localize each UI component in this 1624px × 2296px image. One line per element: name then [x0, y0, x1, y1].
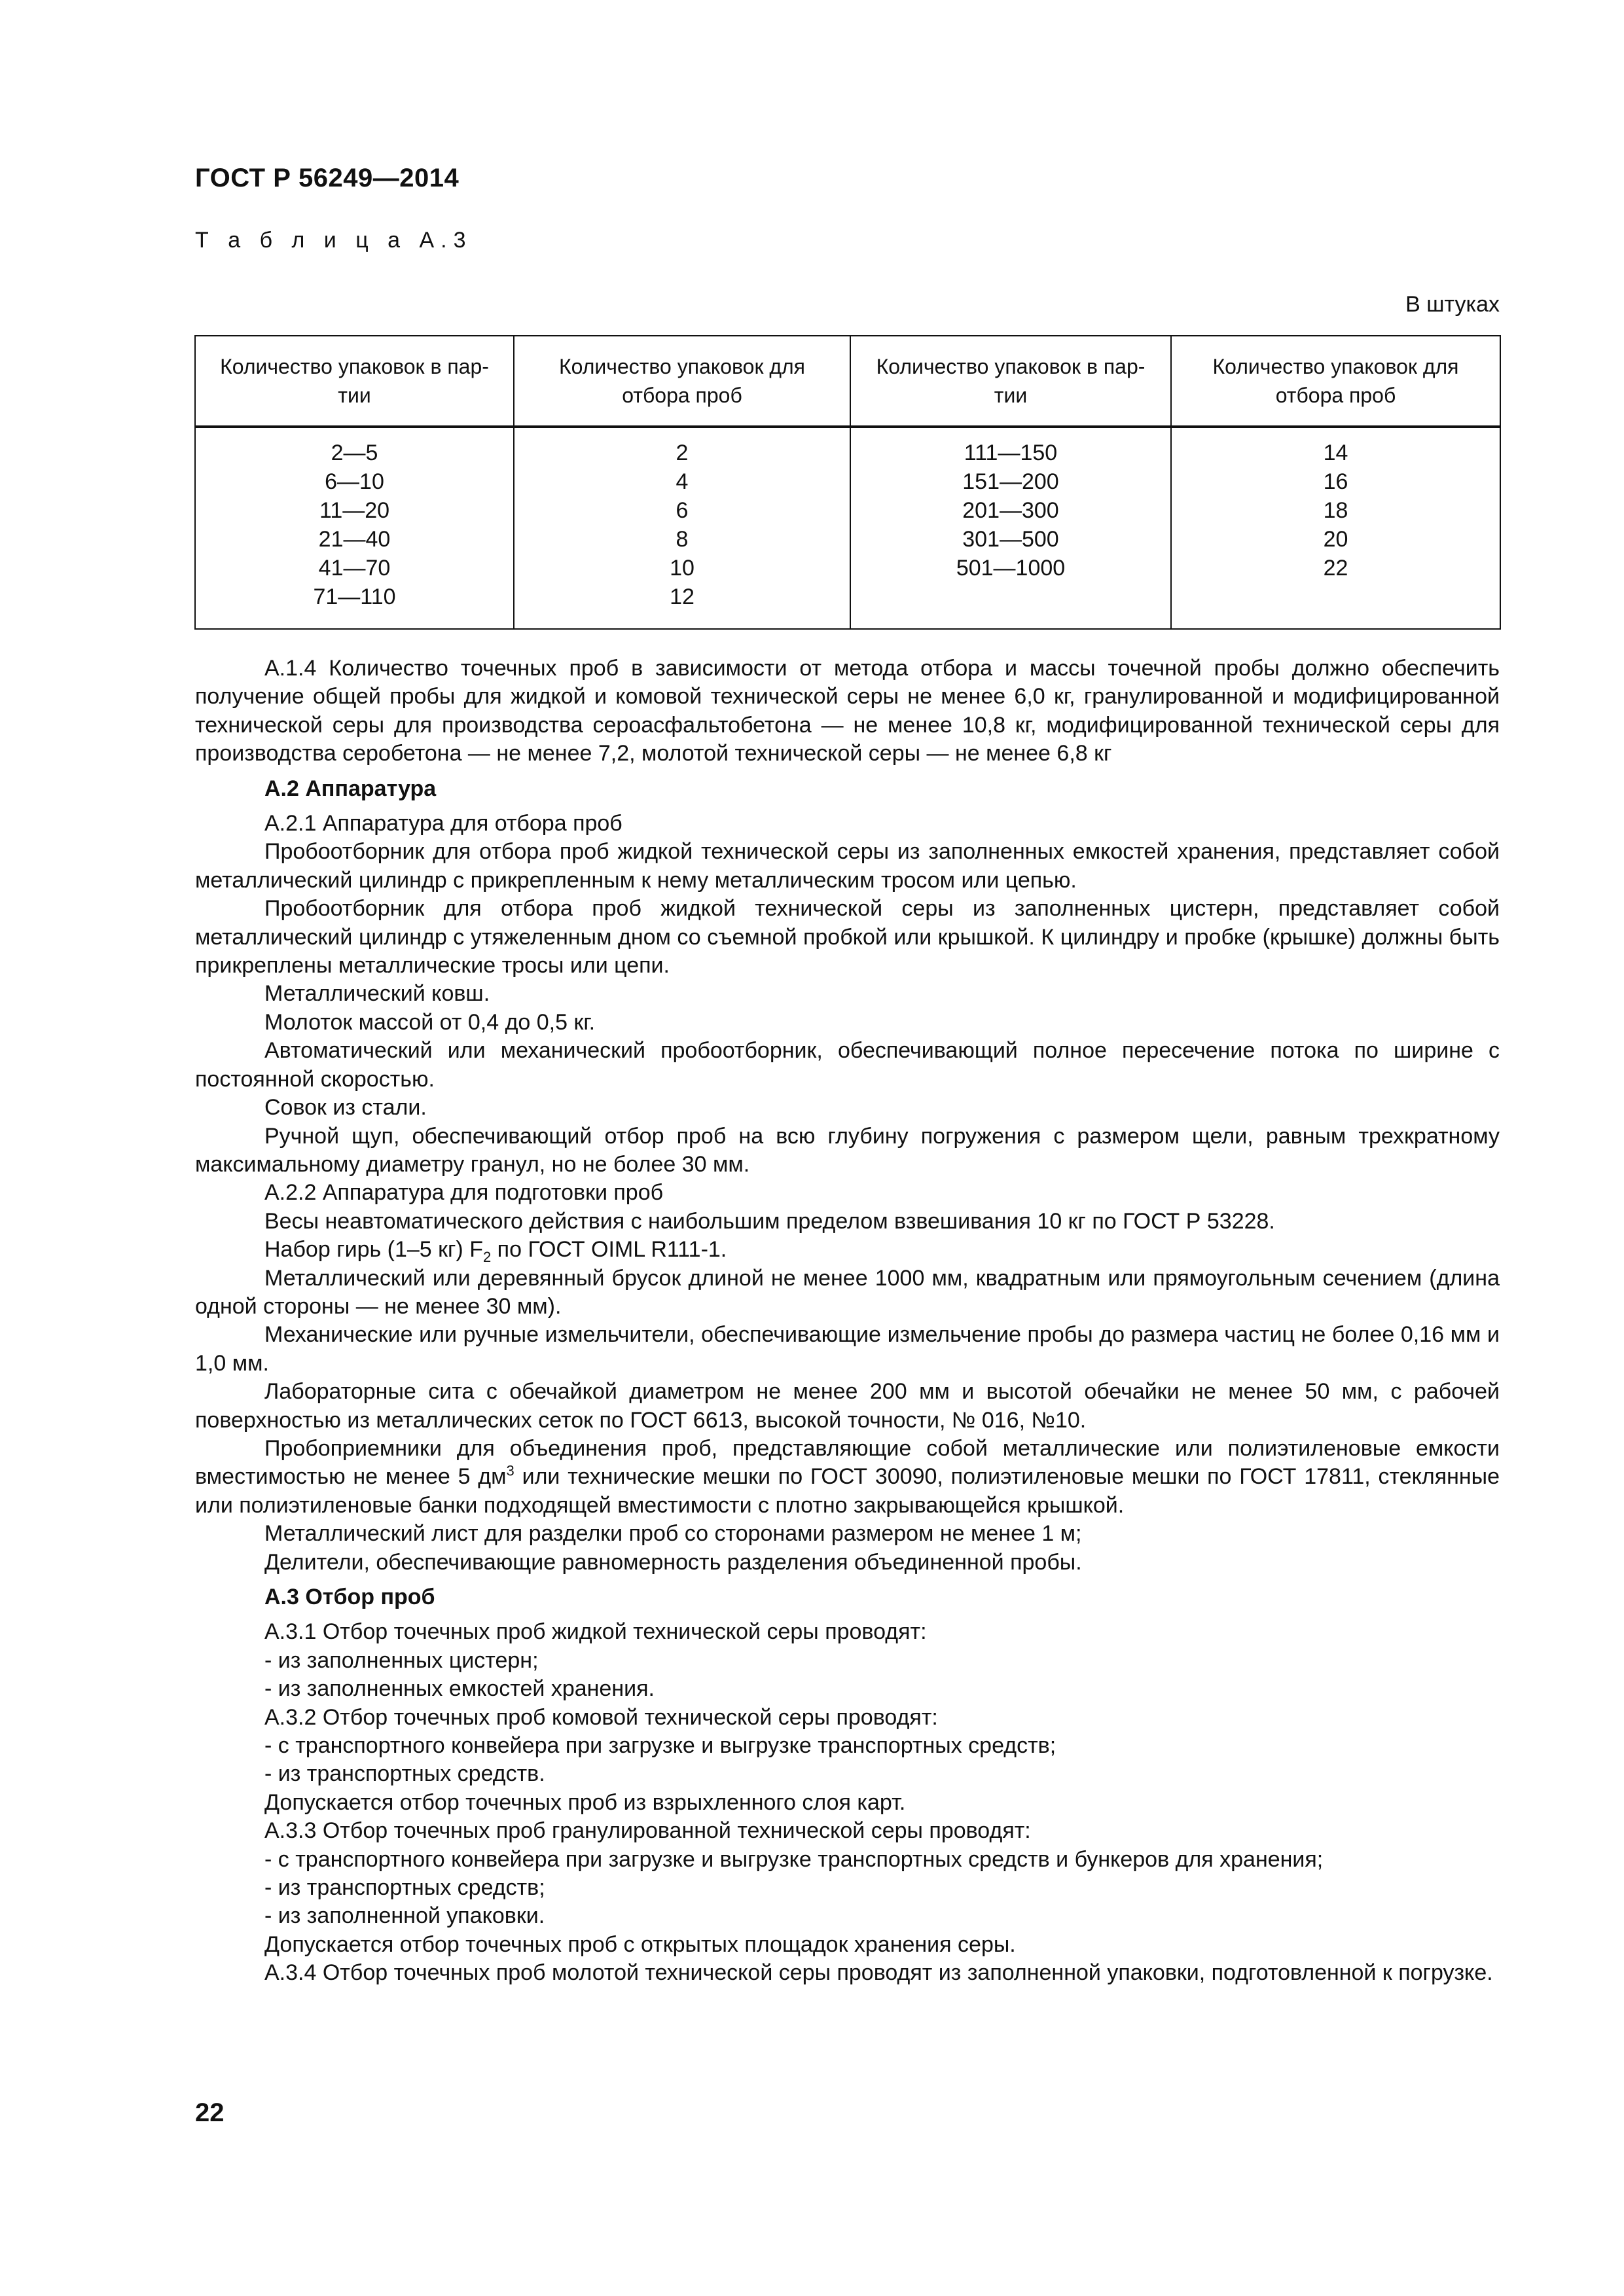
paragraph: Металлический лист для разделки проб со сторонами размером не менее 1 м;	[264, 1521, 1082, 1547]
section-heading-sampling: А.3 Отбор проб	[264, 1585, 435, 1609]
cell-value: 71—110	[313, 584, 396, 609]
table-header-cell: Количество упаковок для отбора проб	[514, 336, 850, 427]
paragraph: Весы неавтоматического действия с наибольшим пределом взвешивания 10 кг по ГОСТ Р 53228.	[264, 1208, 1275, 1234]
subscript: 2	[482, 1248, 492, 1265]
cell-value: 301—500	[962, 527, 1059, 552]
cell-value: 21—40	[318, 527, 391, 552]
sampling-table	[194, 335, 1501, 630]
cell-value: 2—5	[331, 440, 378, 465]
table-unit: В штуках	[1405, 292, 1500, 317]
list-item: - из заполненной упаковки.	[264, 1903, 545, 1929]
table-cell-sample-count	[1171, 427, 1500, 629]
document-code: ГОСТ Р 56249—2014	[195, 164, 460, 192]
cell-value: 41—70	[318, 556, 391, 581]
page-number: 22	[195, 2098, 225, 2127]
cell-value: 501—1000	[956, 556, 1066, 581]
text-run: или технические мешки по ГОСТ 30090, полиэтиленовые мешки по ГОСТ 17811, стеклянные или полиэтиленовые банки подходящей вместимости с плотно закрывающейся крышкой.	[195, 1464, 1500, 1518]
text-run: Набор гирь (1–5 кг) F	[264, 1237, 483, 1263]
section-heading-apparatus: А.2 Аппаратура	[264, 776, 437, 801]
cell-value: 22	[1323, 556, 1348, 581]
cell-value: 6—10	[325, 469, 384, 494]
paragraph: А.3.3 Отбор точечных проб гранулированной технической серы проводят:	[264, 1818, 1031, 1844]
paragraph-weights	[195, 1236, 1500, 1264]
table-header-cell: Количество упаковок в пар-тии	[850, 336, 1171, 427]
paragraph: Лабораторные сита с обечайкой диаметром не менее 200 мм и высотой обечайки не менее 50 мм, с рабочей поверхностью из металлических сеток по ГОСТ 6613, высокой точности, № 016, №10.	[195, 1379, 1500, 1433]
paragraph: А.3.4 Отбор точечных проб молотой технической серы проводят из заполненной упаковки, подготовленной к погрузке.	[264, 1960, 1493, 1986]
paragraph: А.3.1 Отбор точечных проб жидкой технической серы проводят:	[264, 1619, 927, 1645]
paragraph: Делители, обеспечивающие равномерность разделения объединенной пробы.	[264, 1549, 1082, 1575]
paragraph: Автоматический или механический пробоотборник, обеспечивающий полное пересечение потока по ширине с постоянной скоростью.	[195, 1038, 1500, 1092]
paragraph: А.2.2 Аппаратура для подготовки проб	[264, 1180, 664, 1206]
cell-value: 151—200	[962, 469, 1059, 494]
table-header-cell: Количество упаковок в пар-тии	[195, 336, 514, 427]
table-cell-lot-size	[195, 427, 514, 629]
cell-value: 201—300	[962, 498, 1059, 523]
list-item: - с транспортного конвейера при загрузке и выгрузке транспортных средств;	[264, 1733, 1056, 1759]
text-run: по ГОСТ OIML R111-1.	[491, 1237, 727, 1263]
text-run: Пробоприемники для объединения проб, представляющие собой металлические или полиэтиленовые емкости вместимостью не менее 5 дм	[195, 1435, 1500, 1490]
list-item: - из транспортных средств.	[264, 1761, 545, 1787]
paragraph: Совок из стали.	[264, 1095, 427, 1121]
cell-value: 6	[676, 498, 689, 523]
paragraph: Пробоотборник для отбора проб жидкой технической серы из заполненных цистерн, представляет собой металлический цилиндр с утяжеленным дном со съемной пробкой или крышкой. К цилиндру и пробке (крышке) должны быть прикреплены металлические тросы или цепи.	[195, 896, 1500, 978]
document-body	[195, 655, 1500, 1988]
paragraph: Ручной щуп, обеспечивающий отбор проб на всю глубину погружения с размером щели, равным трехкратному максимальному диаметру гранул, но не более 30 мм.	[195, 1123, 1500, 1177]
cell-value: 18	[1323, 498, 1348, 523]
list-item: - с транспортного конвейера при загрузке и выгрузке транспортных средств и бункеров для хранения;	[264, 1846, 1324, 1872]
cell-value: 8	[676, 527, 689, 552]
paragraph: Металлический ковш.	[264, 981, 490, 1007]
paragraph: Допускается отбор точечных проб из взрыхленного слоя карт.	[264, 1789, 906, 1815]
table-header-row	[195, 336, 1500, 427]
table-cell-sample-count	[514, 427, 850, 629]
paragraph: Металлический или деревянный брусок длиной не менее 1000 мм, квадратным или прямоугольным сечением (длина одной стороны — не менее 30 мм).	[195, 1265, 1500, 1319]
cell-value: 111—150	[964, 440, 1058, 465]
paragraph-a-1-4: А.1.4 Количество точечных проб в зависимости от метода отбора и массы точечной пробы должно обеспечить получение общей пробы для жидкой и комовой технической серы не менее 6,0 кг, гранулированной и модифицированной технической серы для производства сероасфальтобетона — не менее 10,8 кг, модифицированной технической серы для производства серобетона — не менее 7,2, молотой технической серы — не менее 6,8 кг	[195, 656, 1500, 766]
table-header-cell: Количество упаковок для отбора проб	[1171, 336, 1500, 427]
cell-value: 4	[676, 469, 689, 494]
paragraph: Молоток массой от 0,4 до 0,5 кг.	[264, 1009, 596, 1035]
paragraph: А.3.2 Отбор точечных проб комовой технической серы проводят:	[264, 1704, 938, 1730]
superscript: 3	[506, 1463, 514, 1480]
list-item: - из заполненных цистерн;	[264, 1647, 539, 1673]
table-row	[195, 427, 1500, 629]
cell-value: 20	[1323, 527, 1348, 552]
cell-value: 14	[1323, 440, 1348, 465]
paragraph-receivers	[195, 1435, 1500, 1520]
list-item: - из заполненных емкостей хранения.	[264, 1676, 655, 1702]
cell-value: 11—20	[319, 498, 390, 523]
paragraph: Механические или ручные измельчители, обеспечивающие измельчение пробы до размера частиц не более 0,16 мм и 1,0 мм.	[195, 1322, 1500, 1376]
list-item: - из транспортных средств;	[264, 1875, 545, 1901]
cell-value: 16	[1323, 469, 1348, 494]
cell-value: 12	[670, 584, 695, 609]
paragraph: А.2.1 Аппаратура для отбора проб	[264, 811, 623, 836]
cell-value: 2	[676, 440, 689, 465]
cell-value: 10	[670, 556, 695, 581]
table-title: Т а б л и ц а А.3	[195, 228, 473, 253]
paragraph: Допускается отбор точечных проб с открытых площадок хранения серы.	[264, 1931, 1016, 1957]
paragraph: Пробоотборник для отбора проб жидкой технической серы из заполненных емкостей хранения, представляет собой металлический цилиндр с прикрепленным к нему металлическим тросом или цепью.	[195, 839, 1500, 893]
table-cell-lot-size	[850, 427, 1171, 629]
